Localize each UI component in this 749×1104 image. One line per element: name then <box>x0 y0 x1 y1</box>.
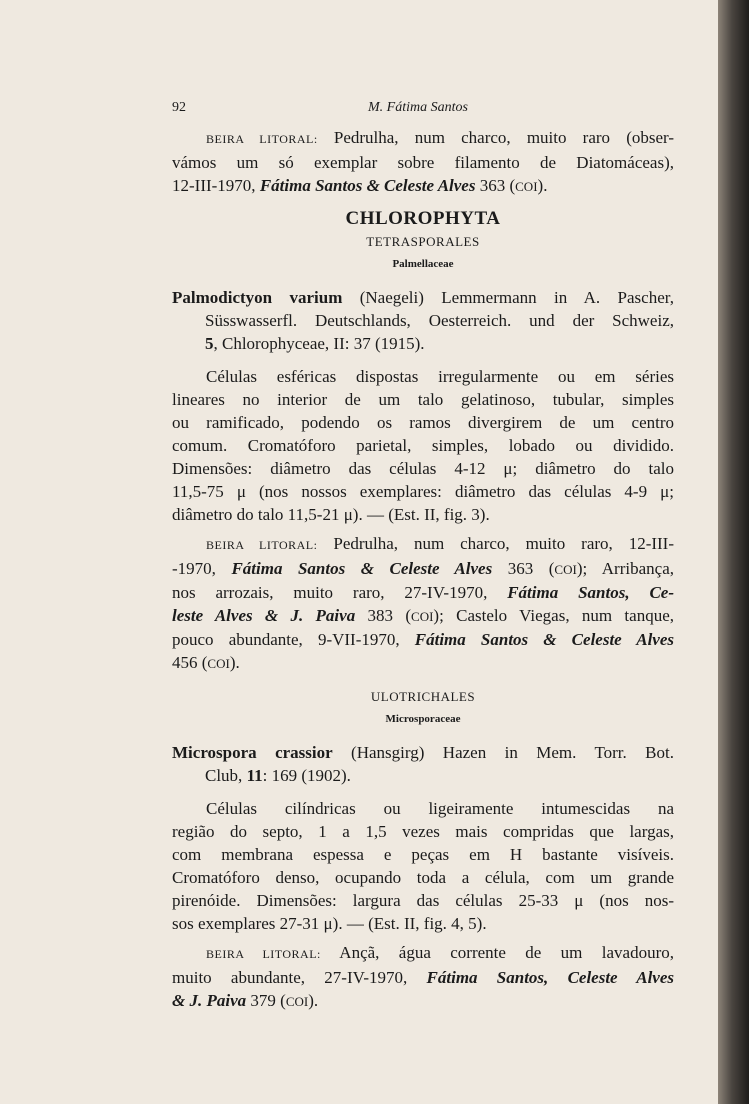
herbarium-code: COI <box>515 179 538 194</box>
text-line: Células esféricas dispostas irregularmente ou em séries <box>206 367 674 386</box>
text-line: diâmetro do talo 11,5-21 μ). — (Est. II, fig. 3). <box>172 505 490 524</box>
text-line <box>172 941 674 966</box>
text-span: ). <box>229 653 240 672</box>
text-line: ou ramificado, podendo os ramos divergirem de um centro <box>172 413 674 432</box>
text-line: Dimensões: diâmetro das células 4-12 μ; diâmetro do talo <box>172 459 674 478</box>
collector-names: Fátima Santos, Celeste Alves <box>426 968 675 987</box>
text-span: 379 ( <box>246 991 286 1010</box>
collector-names: & J. Paiva <box>172 991 247 1010</box>
region-label: BEIRA LITORAL: <box>206 538 318 552</box>
text-span: ); Castelo Viegas, num tanque, <box>433 606 675 625</box>
text-line: pirenóide. Dimensões: largura das células 25-33 μ (nos nos- <box>172 891 674 910</box>
text-line: Células cilíndricas ou ligeiramente intumescidas na <box>206 799 674 818</box>
text-span: Pedrulha, num charco, muito raro (obser- <box>317 128 674 147</box>
text-line <box>172 764 674 787</box>
collector-names: Fátima Santos & Celeste Alves <box>414 630 675 649</box>
text-line: sos exemplares 27-31 μ). — (Est. II, fig. 4, 5). <box>172 914 487 933</box>
text-line: comum. Cromatóforo parietal, simples, lobado ou dividido. <box>172 436 674 455</box>
collector-names: Fátima Santos & Celeste Alves <box>231 559 493 578</box>
description-paragraph <box>172 365 674 526</box>
collector-names: Fátima Santos & Celeste Alves <box>259 176 476 195</box>
text-line: lineares no interior de um talo gelatinoso, tubular, simples <box>172 390 674 409</box>
species-citation <box>172 286 674 355</box>
page-header <box>0 100 718 120</box>
text-line <box>172 126 674 151</box>
collector-names: leste Alves & J. Paiva <box>172 606 356 625</box>
text-span: Club, <box>205 766 247 785</box>
text-span: 363 ( <box>492 559 555 578</box>
text-line <box>172 174 674 198</box>
text-span: nos arrozais, muito raro, 27-IV-1970, <box>172 583 508 602</box>
text-span: Pedrulha, num charco, muito raro, 12-III- <box>317 534 675 553</box>
running-head: M. Fátima Santos <box>368 100 468 115</box>
locality-paragraph <box>172 941 674 1013</box>
text-line <box>172 741 674 764</box>
text-line: vámos um só exemplar sobre filamento de Diatomáceas), <box>172 153 674 172</box>
text-span: : 169 (1902). <box>262 766 351 785</box>
herbarium-code: COI <box>285 994 309 1009</box>
text-line <box>172 628 674 651</box>
text-span: 383 ( <box>355 606 412 625</box>
text-span: (Naegeli) Lemmermann in A. Pascher, <box>342 288 674 307</box>
text-line <box>172 651 674 675</box>
text-span: 363 ( <box>475 176 516 195</box>
locality-paragraph <box>172 126 674 198</box>
text-line: com membrana espessa e peças em H bastante visíveis. <box>172 845 674 864</box>
text-line: Süsswasserfl. Deutschlands, Oesterreich. und der Schweiz, <box>205 311 674 330</box>
region-label: BEIRA LITORAL: <box>206 947 321 961</box>
region-label: BEIRA LITORAL: <box>206 132 318 146</box>
text-span: 456 ( <box>172 653 208 672</box>
volume-number: 5 <box>205 334 214 353</box>
herbarium-code: COI <box>207 656 230 671</box>
text-span: ). <box>308 991 319 1010</box>
text-line <box>172 557 674 581</box>
division-heading: CHLOROPHYTA <box>345 208 501 229</box>
text-line <box>172 966 674 989</box>
text-span: ); Arribança, <box>576 559 674 578</box>
page-edge-shadow <box>718 0 749 1104</box>
family-heading: Palmellaceae <box>392 258 454 270</box>
text-line <box>172 581 674 604</box>
herbarium-code: COI <box>411 609 434 624</box>
family-heading: Microsporaceae <box>385 713 461 725</box>
species-citation <box>172 741 674 787</box>
text-line: 11,5-75 μ (nos nossos exemplares: diâmetro das células 4-9 μ; <box>172 482 674 501</box>
text-line <box>172 604 674 628</box>
text-span: -1970, <box>172 559 232 578</box>
text-span: (Hansgirg) Hazen in Mem. Torr. Bot. <box>332 743 674 762</box>
page-body <box>172 126 674 1013</box>
text-line <box>172 286 674 309</box>
herbarium-code: COI <box>554 562 577 577</box>
page-number: 92 <box>172 100 186 115</box>
text-span: pouco abundante, 9-VII-1970, <box>172 630 415 649</box>
order-heading: TETRASPORALES <box>366 234 480 249</box>
order-heading: ULOTRICHALES <box>370 689 476 704</box>
species-name: Microspora crassior <box>172 743 333 762</box>
description-paragraph <box>172 797 674 935</box>
text-span: , Chlorophyceae, II: 37 (1915). <box>213 334 425 353</box>
locality-paragraph <box>172 532 674 675</box>
collector-names: Fátima Santos, Ce- <box>507 583 674 602</box>
text-span: Ançã, água corrente de um lavadouro, <box>320 943 674 962</box>
text-line: região do septo, 1 a 1,5 vezes mais compridas que largas, <box>172 822 674 841</box>
text-span: ). <box>537 176 548 195</box>
text-span: 12-III-1970, <box>172 176 260 195</box>
text-span: muito abundante, 27-IV-1970, <box>172 968 427 987</box>
volume-number: 11 <box>246 766 263 785</box>
species-name: Palmodictyon varium <box>172 288 343 307</box>
text-line <box>172 332 674 355</box>
text-line <box>172 989 674 1013</box>
text-line <box>172 532 674 557</box>
text-line: Cromatóforo denso, ocupando toda a célula, com um grande <box>172 868 674 887</box>
